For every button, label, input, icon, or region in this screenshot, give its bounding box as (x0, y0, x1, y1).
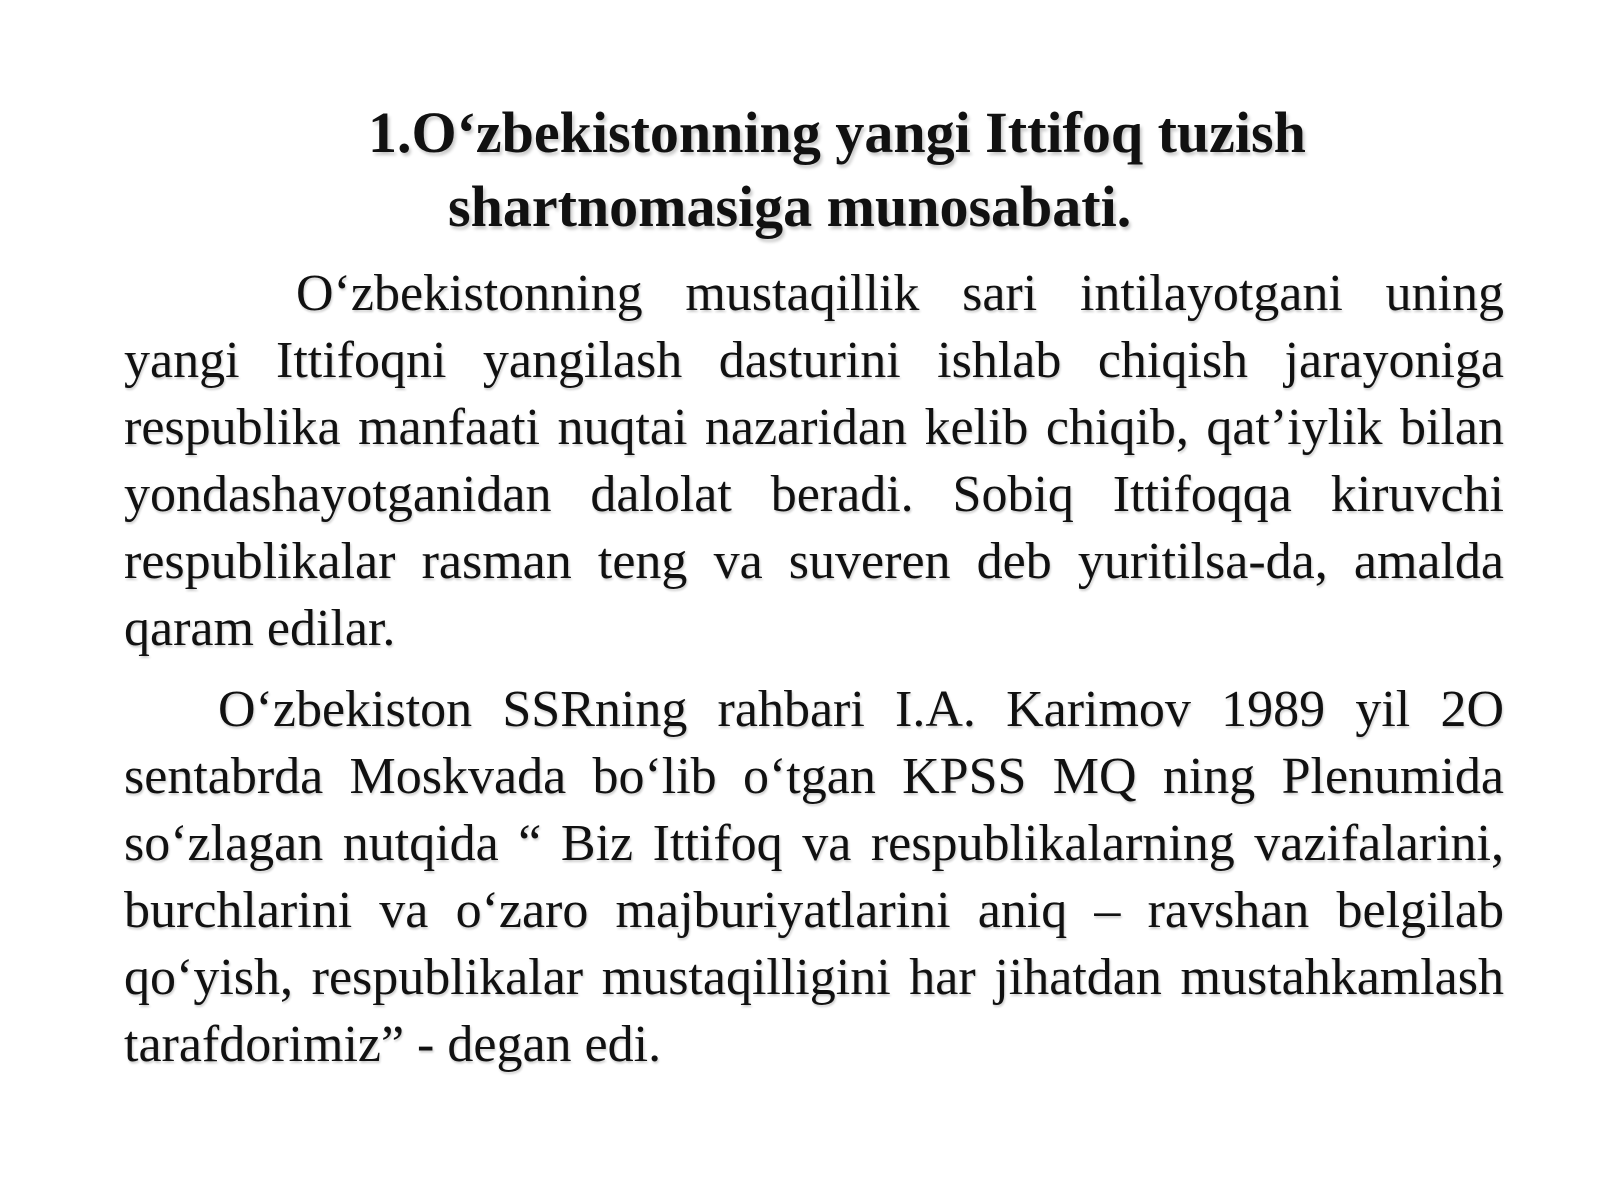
paragraph-1: O‘zbekistonning mustaqillik sari intilayotgani uning yangi Ittifoqni yangilash dasturini ishlab chiqish jarayoniga respublika manfaati nuqtai nazaridan kelib chiqib, qat’iylik bilan yondashayotganidan dalolat beradi. Sobiq Ittifoqqa kiruvchi respublikalar rasman teng va suveren deb yuritilsa-da, amalda qaram edilar. (124, 265, 1504, 657)
slide-title-line-2: shartnomasiga munosabati. (448, 174, 1132, 239)
paragraph-2: O‘zbekiston SSRning rahbari I.A. Karimov 1989 yil 2O sentabrda Moskvada bo‘lib o‘tgan KPSS MQ ning Plenumida so‘zlagan nutqida “ Biz Ittifoq va respublikalarning vazifalarini, burchlarini va o‘zaro majburiyatlarini aniq – ravshan belgilab qo‘yish, respublikalar mustaqilligini har jihatdan mustahkamlash tarafdorimiz” - degan edi. (124, 681, 1504, 1073)
slide-title-line-1: 1.O‘zbekistonning yangi Ittifoq tuzish (368, 100, 1306, 165)
